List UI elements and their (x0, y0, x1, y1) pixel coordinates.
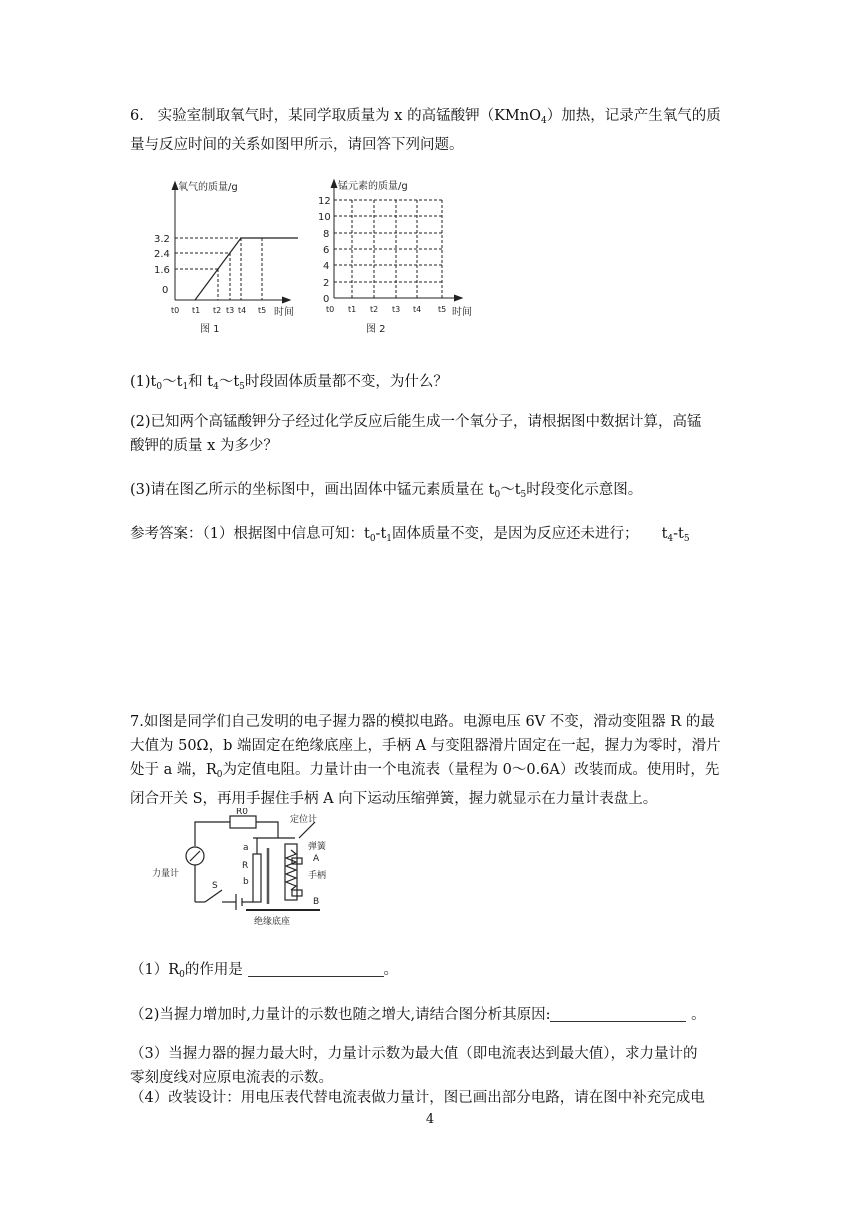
page-number: 4 (425, 1112, 435, 1127)
q7-sub2: （2)当握力增加时,力量计的示数也随之增大,请结合图分析其原因: 。 (130, 1007, 706, 1023)
fig1-xtick: t0 (171, 306, 180, 315)
dizuo-label: 绝缘底座 (254, 917, 291, 927)
r-label: R (242, 861, 249, 871)
fig2-ylabel: 锰元素的质量/g (338, 181, 408, 192)
fig1-ytick: 0 (162, 285, 169, 296)
fig2-caption: 图 2 (366, 324, 386, 335)
oxygen-mass-graph (150, 172, 310, 342)
a-end-label: a (243, 843, 249, 853)
dingweiji-label: 定位计 (290, 815, 318, 825)
fig2-ytick: 0 (323, 294, 330, 305)
fig2-xtick: t1 (348, 305, 357, 314)
fig1-xtick: t4 (238, 306, 247, 315)
fig2-ytick: 4 (323, 261, 330, 272)
r0-label: R0 (236, 808, 248, 817)
grip-force-circuit (150, 808, 350, 934)
fig2-xlabel: 时间 (452, 307, 472, 318)
fig2-ytick: 12 (318, 196, 331, 207)
liliangji-label: 力量计 (152, 869, 180, 879)
fig1-xtick: t2 (213, 306, 222, 315)
b-handle-label: B (313, 897, 320, 907)
fig2-ytick: 10 (318, 212, 331, 223)
switch-s-label: S (212, 881, 218, 891)
fig1-ytick: 3.2 (154, 234, 170, 245)
fig1-ytick: 2.4 (154, 249, 170, 260)
fig1-xtick: t1 (192, 306, 201, 315)
answer-blank-2 (550, 1007, 686, 1022)
b-end-label: b (243, 877, 249, 887)
q7-stem: 7.如图是同学们自己发明的电子握力器的模拟电路。电源电压 6V 不变，滑动变阻器 R 的最 大值为 50Ω，b 端固定在绝缘底座上，手柄 A 与变阻器滑片固定在一起，握力为零时，滑片 处于 a 端，$R_0$为定值电阻。力量计由一个电流表（量程为 0～0.6A）改装而成。使用时，先 闭合开关 S，再用手握住手柄 A 向下运动压缩弹簧，握力就显示在力量计表盘上。 (130, 714, 721, 807)
q6-sub2: (2)已知两个高锰酸钾分子经过化学反应后能生成一个氧分子，请根据图中数据计算，高锰 酸钾的质量 x 为多少？ (130, 414, 702, 454)
fig2-xtick: t5 (438, 305, 447, 314)
q7-sub1: $(1)R_0$的作用是 。 (130, 962, 398, 980)
fig1-xtick: t3 (226, 306, 235, 315)
fig2-xtick: t2 (370, 305, 379, 314)
tanhuang-label: 弹簧 (308, 842, 327, 852)
q6-stem: 6. 实验室制取氧气时，某同学取质量为 x 的高锰酸钾（KMnO$_4$）加热，记录产生氧气的质 量与反应时间的关系如图甲所示，请回答下列问题。 (130, 108, 721, 153)
q7-sub3: （3）当握力器的握力最大时，力量计示数为最大值（即电流表达到最大值），求力量计的 零刻度线对应原电流表的示数。 (130, 1046, 698, 1086)
shoubing-label: 手柄 (308, 871, 327, 881)
fig2-ytick: 2 (323, 278, 330, 289)
fig2-ytick: 6 (323, 245, 330, 256)
fig2-xtick: t0 (326, 305, 335, 314)
fig2-xtick: t4 (413, 305, 422, 314)
q6-answer: 参考答案：（1）根据图中信息可知：$t_0-t_1$固体质量不变，是因为反应还未进行； $t_4-t_5$ (130, 526, 690, 544)
q6-number: 6. (130, 108, 144, 124)
q7-sub4: （4）改装设计：用电压表代替电流表做力量计，图已画出部分电路，请在图中补充完成电 (130, 1090, 705, 1106)
answer-blank-1 (248, 962, 384, 977)
fig1-ylabel: 氧气的质量/g (178, 182, 238, 193)
fig1-ytick: 1.6 (154, 265, 170, 276)
q6-sub1: $(1)t_0\sim t_1$和 $t_4\sim t_5$时段固体质量都不变，为什么？ (130, 374, 448, 392)
fig1-caption: 图 1 (200, 324, 220, 335)
fig1-xlabel: 时间 (274, 307, 294, 318)
q6-sub3: (3)请在图乙所示的坐标图中，画出固体中锰元素质量在 $t_0\sim t_5$时段变化示意图。 (130, 482, 643, 500)
fig2-xtick: t3 (392, 305, 401, 314)
manganese-mass-grid (312, 172, 480, 342)
a-label: A (313, 854, 320, 864)
fig2-ytick: 8 (323, 229, 330, 240)
fig1-xtick: t5 (258, 306, 267, 315)
